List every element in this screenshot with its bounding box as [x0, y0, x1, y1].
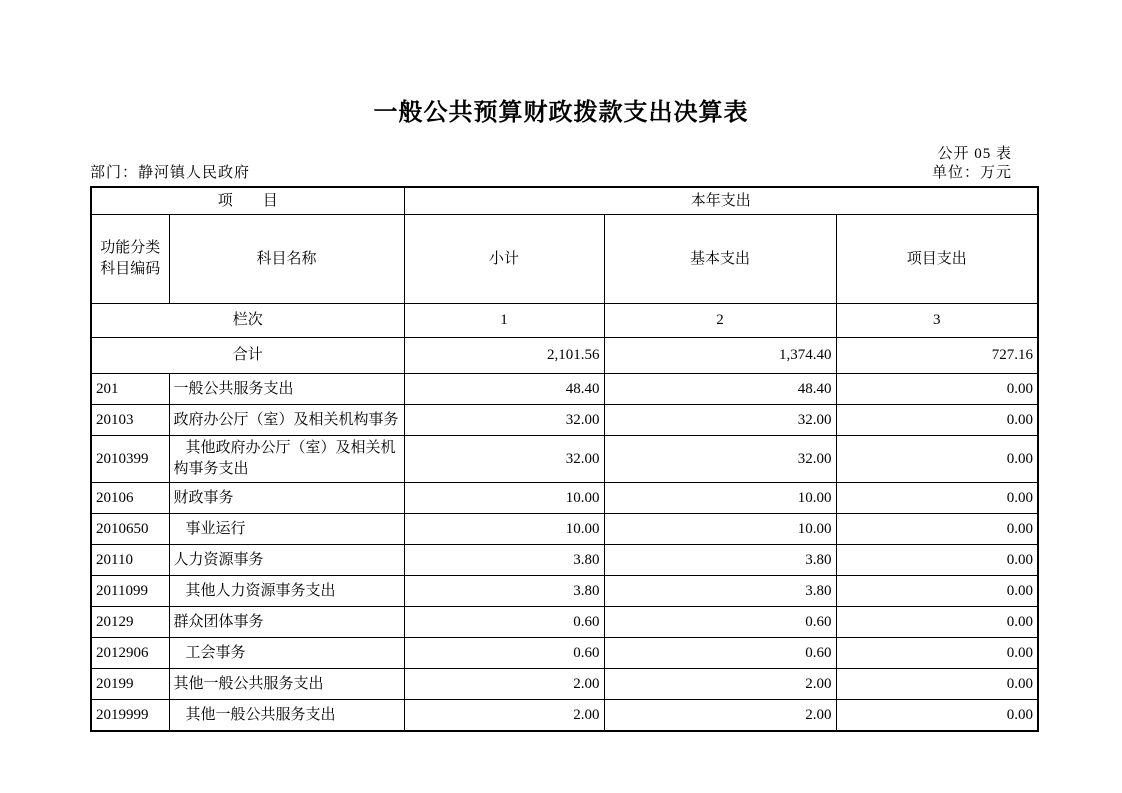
subtotal-cell: 2.00: [404, 669, 604, 700]
code-cell: 2012906: [91, 638, 169, 669]
basic-expense-cell: 2.00: [604, 669, 836, 700]
basic-expense-cell: 10.00: [604, 514, 836, 545]
subtotal-cell: 3.80: [404, 545, 604, 576]
basic-expense-cell: 3.80: [604, 545, 836, 576]
subject-name-cell: 其他一般公共服务支出: [169, 700, 404, 732]
code-cell: 2019999: [91, 700, 169, 732]
basic-expense-cell: 3.80: [604, 576, 836, 607]
code-header-line1: 功能分类: [100, 240, 161, 256]
project-expense-cell: 0.00: [836, 545, 1038, 576]
column-index-2: 2: [604, 304, 836, 338]
column-index-label: 栏次: [91, 304, 404, 338]
project-expense-cell: 0.00: [836, 514, 1038, 545]
project-expense-cell: 0.00: [836, 405, 1038, 436]
subject-name-cell: 一般公共服务支出: [169, 374, 404, 405]
basic-expense-cell: 10.00: [604, 483, 836, 514]
subtotal-cell: 10.00: [404, 483, 604, 514]
subject-name-cell: 事业运行: [169, 514, 404, 545]
budget-table: [90, 186, 1039, 732]
code-cell: 20103: [91, 405, 169, 436]
total-project-value: 727.16: [836, 338, 1038, 374]
subtotal-cell: 0.60: [404, 607, 604, 638]
year-expense-group-header: 本年支出: [404, 187, 1038, 215]
column-index-1: 1: [404, 304, 604, 338]
subject-name-cell: 其他人力资源事务支出: [169, 576, 404, 607]
code-cell: 20129: [91, 607, 169, 638]
table-row: [91, 576, 1038, 607]
project-expense-cell: 0.00: [836, 483, 1038, 514]
subtotal-cell: 2.00: [404, 700, 604, 732]
code-cell: 20106: [91, 483, 169, 514]
subtotal-cell: 32.00: [404, 436, 604, 483]
table-row: [91, 607, 1038, 638]
item-group-header: 项 目: [91, 187, 404, 215]
basic-expense-cell: 48.40: [604, 374, 836, 405]
column-index-row: [91, 304, 1038, 338]
form-number-label: 公开 05 表: [937, 146, 1012, 162]
subject-name-column-header: 科目名称: [169, 215, 404, 304]
table-row: [91, 436, 1038, 483]
project-expense-cell: 0.00: [836, 607, 1038, 638]
basic-expense-cell: 2.00: [604, 700, 836, 732]
subtotal-cell: 0.60: [404, 638, 604, 669]
table-row: [91, 669, 1038, 700]
code-cell: 20199: [91, 669, 169, 700]
code-column-header: [91, 215, 169, 304]
subject-name-cell: 政府办公厅（室）及相关机构事务: [169, 405, 404, 436]
basic-expense-cell: 32.00: [604, 436, 836, 483]
column-index-3: 3: [836, 304, 1038, 338]
project-expense-cell: 0.00: [836, 436, 1038, 483]
code-header-line2: 科目编码: [100, 261, 161, 277]
code-cell: 2011099: [91, 576, 169, 607]
subject-name-cell: 群众团体事务: [169, 607, 404, 638]
project-expense-cell: 0.00: [836, 638, 1038, 669]
basic-expense-cell: 32.00: [604, 405, 836, 436]
subject-name-cell: 财政事务: [169, 483, 404, 514]
unit-label: 单位：万元: [931, 165, 1012, 181]
table-column-header-row: [91, 215, 1038, 304]
code-cell: 2010399: [91, 436, 169, 483]
total-label: 合计: [91, 338, 404, 374]
code-cell: 20110: [91, 545, 169, 576]
project-expense-cell: 0.00: [836, 576, 1038, 607]
total-basic-value: 1,374.40: [604, 338, 836, 374]
project-expense-column-header: 项目支出: [836, 215, 1038, 304]
table-group-header-row: [91, 187, 1038, 215]
table-row: [91, 405, 1038, 436]
code-cell: 2010650: [91, 514, 169, 545]
table-row: [91, 545, 1038, 576]
subtotal-cell: 32.00: [404, 405, 604, 436]
code-cell: 201: [91, 374, 169, 405]
basic-expense-cell: 0.60: [604, 607, 836, 638]
subtotal-cell: 3.80: [404, 576, 604, 607]
subject-name-cell: 其他一般公共服务支出: [169, 669, 404, 700]
table-row: [91, 638, 1038, 669]
page-title: 一般公共预算财政拨款支出决算表: [373, 99, 749, 126]
project-expense-cell: 0.00: [836, 669, 1038, 700]
table-row: [91, 374, 1038, 405]
basic-expense-column-header: 基本支出: [604, 215, 836, 304]
subtotal-column-header: 小计: [404, 215, 604, 304]
table-row: [91, 700, 1038, 732]
table-row: [91, 483, 1038, 514]
project-expense-cell: 0.00: [836, 374, 1038, 405]
subtotal-cell: 10.00: [404, 514, 604, 545]
project-expense-cell: 0.00: [836, 700, 1038, 732]
basic-expense-cell: 0.60: [604, 638, 836, 669]
department-label: 部门：静河镇人民政府: [90, 165, 251, 181]
subject-name-cell: 其他政府办公厅（室）及相关机构事务支出: [169, 436, 404, 483]
subject-name-cell: 工会事务: [169, 638, 404, 669]
subtotal-cell: 48.40: [404, 374, 604, 405]
total-subtotal-value: 2,101.56: [404, 338, 604, 374]
subject-name-cell: 人力资源事务: [169, 545, 404, 576]
total-row: [91, 338, 1038, 374]
table-row: [91, 514, 1038, 545]
